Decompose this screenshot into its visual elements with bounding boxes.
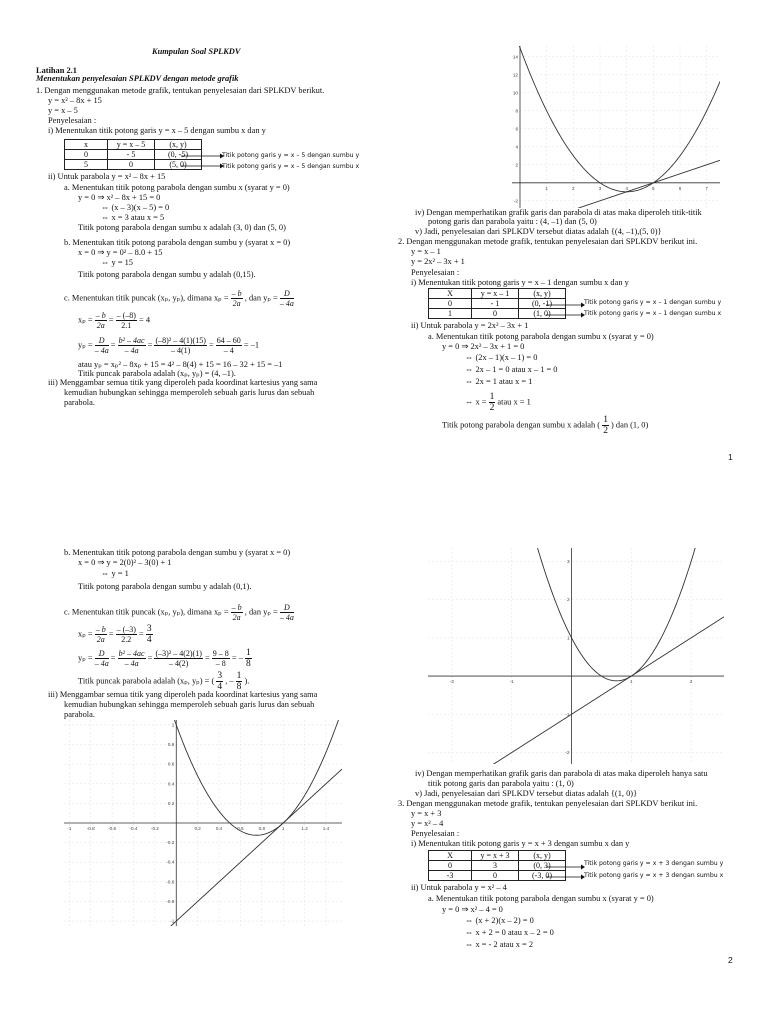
table-cell: (0, -5) <box>155 150 202 160</box>
text: = <box>204 653 210 663</box>
yp-line <box>78 336 259 355</box>
parabola-curve <box>428 548 724 681</box>
table-cell: 0 <box>108 160 155 170</box>
numerator: 1 <box>246 648 251 658</box>
denominator: – 4(2) <box>169 659 189 668</box>
math-line: ⇔ y = 1 <box>101 569 129 578</box>
x-tick-label: -0.6 <box>108 826 117 831</box>
text: yₚ = <box>78 340 93 350</box>
yp-line-2: yₚ = $\frac{D}{- 4a}$ = $\frac{\text{b² – 4ac}}{- 4a}$ = $\frac{\text{(–3)² – 4(2)(1)}}{- 4(2)}$ = $\frac{9 - 8}{- 8}$ = – $\frac{1}{8}$ <box>78 648 251 669</box>
q1-step-iii: iii) Menggambar semua titik yang diperoleh pada koordinat kartesius yang sama <box>48 378 318 387</box>
question-2: 2. Dengan menggunakan metode grafik, tentukan penyelesaian dari SPLKDV berikut ini. <box>398 237 698 246</box>
x-tick-label: 0.4 <box>215 826 223 831</box>
numerator: – b <box>95 625 106 634</box>
q1-b: b. Menentukan titik potong parabola dengan sumbu y (syarat x = 0) <box>64 238 291 247</box>
y-tick-label: -0.6 <box>166 879 175 885</box>
numerator: (–8)² – 4(1)(15) <box>155 336 206 345</box>
q3-penyelesaian: Penyelesaian : <box>411 829 460 838</box>
numerator: D <box>95 336 109 346</box>
note-1: Titik potong garis y = x – 5 dengan sumbu y <box>222 152 360 159</box>
fraction <box>280 289 294 308</box>
table-cell: 0 <box>429 861 472 871</box>
fraction <box>95 649 109 668</box>
parabola-curve <box>64 720 342 835</box>
math-line <box>442 415 648 436</box>
denominator: 4 <box>146 635 152 645</box>
fraction <box>118 649 146 668</box>
y-tick-label: -2 <box>565 750 570 756</box>
q2-step-iii: iii) Menggambar semua titik yang diperoleh pada koordinat kartesius yang sama <box>48 690 318 699</box>
numerator: 9 – 8 <box>212 649 229 658</box>
x-tick-label: 2 <box>572 185 575 191</box>
text: atau x = 1 <box>497 397 531 407</box>
fraction <box>95 311 107 330</box>
denominator: 2 <box>489 403 495 413</box>
q1-c <box>64 289 294 308</box>
text: , dan yₚ = <box>244 607 278 617</box>
arrows-2 <box>545 299 585 323</box>
text: = –1 <box>243 340 260 350</box>
denominator: 2.1 <box>121 321 132 330</box>
numerator: 64 – 60 <box>216 336 241 345</box>
numerator: – b <box>95 311 106 320</box>
y-tick-label: 12 <box>512 72 518 78</box>
q1-step-i: i) Menentukan titik potong garis y = x – 5 dengan sumbu x dan y <box>48 126 266 135</box>
fraction <box>154 336 206 355</box>
denominator: – 4a <box>124 346 139 355</box>
math-line: ⇔ 2x – 1 = 0 atau x – 1 = 0 <box>465 365 558 374</box>
x-tick-label: 1 <box>630 679 633 685</box>
q2-c <box>64 603 294 622</box>
question-3: 3. Dengan menggunakan metode grafik, tentukan penyelesaian dari SPLKDV berikut ini. <box>398 799 698 808</box>
question-1: 1. Dengan menggunakan metode grafik, tentukan penyelesaian dari SPLKDV berikut. <box>36 86 325 95</box>
table-cell: - 1 <box>472 299 519 309</box>
math-line: ⇔ 2x = 1 atau x = 1 <box>465 377 533 386</box>
numerator: b² – 4ac <box>118 649 145 658</box>
arrows-1 <box>180 150 224 174</box>
table-cell: (x, y) <box>519 289 566 299</box>
fraction <box>231 603 243 622</box>
table-cell: 1 <box>429 309 472 319</box>
doc-title: Kumpulan Soal SPLKDV <box>152 47 241 56</box>
numerator: D <box>95 649 109 659</box>
section-title: Latihan 2.1 <box>36 66 77 75</box>
math-line: ⇔ x = - 2 atau x = 2 <box>465 940 534 949</box>
q2-eq1: y = x – 1 <box>411 247 441 256</box>
x-tick-label: -2 <box>449 679 454 685</box>
denominator: 2 <box>603 426 608 436</box>
x-tick-label: 4 <box>625 185 628 191</box>
math-line: x = 0 ⇒ y = 2(0)² – 3(0) + 1 <box>78 558 172 567</box>
text: yₚ = <box>78 653 93 663</box>
q3-step-i: i) Menentukan titik potong garis y = x + 3 dengan sumbu x dan y <box>411 839 630 848</box>
fraction <box>245 648 252 669</box>
denominator: 2a <box>232 613 241 622</box>
text: = <box>108 629 114 639</box>
q2-penyelesaian: Penyelesaian : <box>411 268 460 277</box>
text: Titik potong parabola dengan sumbu x adalah ( <box>442 420 601 430</box>
numerator: D <box>280 289 294 299</box>
numerator: – b <box>231 289 242 298</box>
q3-eq1: y = x + 3 <box>411 809 442 818</box>
q1-step-ii: ii) Untuk parabola y = x² – 8x + 15 <box>48 172 166 181</box>
q2-b: b. Menentukan titik potong parabola dengan sumbu y (syarat x = 0) <box>64 548 291 557</box>
note-4: Titik potong garis y = x – 1 dengan sumbu x <box>584 310 722 317</box>
numerator: 1 <box>489 392 495 402</box>
fraction <box>212 649 230 668</box>
fraction <box>489 392 496 413</box>
fraction <box>216 671 223 692</box>
table-cell: (x, y) <box>519 851 566 861</box>
math-line: x = 0 ⇒ y = 0² – 8.0 + 15 <box>78 248 163 257</box>
parabola-curve <box>512 46 720 192</box>
math-line: y = 0 ⇒ x² – 4 = 0 <box>442 905 503 914</box>
numerator: 1 <box>603 415 608 425</box>
x-tick-label: 0.2 <box>194 826 201 831</box>
fraction <box>116 311 137 330</box>
math-line: Titik puncak parabola adalah (xₚ, yₚ) = (4, –1). <box>78 369 236 378</box>
denominator: – 4a <box>279 613 294 622</box>
x-tick-label: 1 <box>281 826 285 831</box>
xp-line-2 <box>78 624 153 645</box>
denominator: – 4(1) <box>171 346 191 355</box>
q1-eq2: y = x – 5 <box>48 106 78 115</box>
numerator: – b <box>231 603 242 612</box>
x-tick-label: -0.8 <box>86 826 95 831</box>
table-cell: 3 <box>472 861 519 871</box>
denominator: 2a <box>96 635 105 644</box>
x-tick-label: 1.4 <box>322 826 330 831</box>
denominator: 8 <box>236 682 242 692</box>
table-cell: 5 <box>65 160 108 170</box>
table-cell: -3 <box>429 871 472 881</box>
fraction <box>280 603 294 622</box>
text-line: potong garis dan parabola yaitu : (4, –1) dan (5, 0) <box>428 217 597 226</box>
x-tick-label: 6 <box>678 185 682 191</box>
table-cell: (5, 0) <box>155 160 202 170</box>
math-line: y = 0 ⇒ x² – 8x + 15 = 0 <box>78 193 161 202</box>
fraction <box>216 336 242 355</box>
x-tick-label: 1.2 <box>301 826 308 831</box>
denominator: 4 <box>217 682 223 692</box>
graph-2 <box>428 548 724 764</box>
graph-1 <box>512 46 720 208</box>
table-cell: - 5 <box>108 150 155 160</box>
table-cell: (-3, 0) <box>519 871 566 881</box>
denominator: 2a <box>232 299 241 308</box>
text-line: kemudian hubungkan sehingga memperoleh sebuah garis lurus dan sebuah <box>64 388 315 397</box>
note-3: Titik potong garis y = x – 1 dengan sumbu y <box>584 299 722 306</box>
denominator: – 4a <box>94 346 109 355</box>
text: c. Menentukan titik puncak (xₚ, yₚ), dimana xₚ = <box>64 293 229 303</box>
text: Titik puncak parabola adalah (xₚ, yₚ) = ( <box>78 676 215 686</box>
text: = <box>147 340 153 350</box>
q2-step-ii: ii) Untuk parabola y = 2x² – 3x + 1 <box>411 321 529 330</box>
text: = <box>139 629 144 639</box>
numerator: – (–3) <box>116 625 136 634</box>
denominator: – 4a <box>94 659 109 668</box>
math-line <box>465 392 531 413</box>
text: = <box>208 340 214 350</box>
denominator: 8 <box>246 659 251 669</box>
numerator: D <box>280 603 294 613</box>
fraction <box>154 649 202 668</box>
q2-step-iv: iv) Dengan memperhatikan grafik garis dan parabola di atas maka diperoleh hanya satu <box>415 769 708 778</box>
x-tick-label: 0.8 <box>258 826 266 831</box>
x-tick-label: 5 <box>652 185 655 191</box>
q3-step-ii: ii) Untuk parabola y = x² – 4 <box>411 883 507 892</box>
math-line: Titik potong parabola dengan sumbu y adalah (0,15). <box>78 270 256 279</box>
q1-penyelesaian: Penyelesaian : <box>48 116 97 125</box>
table-cell: 0 <box>472 309 519 319</box>
q3-eq2: y = x² – 4 <box>411 819 444 828</box>
text: , dan yₚ = <box>244 293 278 303</box>
text: xₚ = <box>78 629 93 639</box>
fraction <box>146 624 153 645</box>
y-tick-label: 6 <box>515 126 518 132</box>
table-cell: y = x – 1 <box>472 289 519 299</box>
page-number-1: 1 <box>728 452 733 462</box>
text-line: parabola. <box>64 398 95 407</box>
x-tick-label: 2 <box>689 679 693 685</box>
y-tick-label: 4 <box>515 144 518 150</box>
fraction <box>118 336 146 355</box>
y-tick-label: 8 <box>515 108 518 114</box>
text: = <box>108 315 114 325</box>
text: ⇔ x = <box>465 397 487 407</box>
line-curve <box>428 617 724 764</box>
math-line: ⇔ (x – 3)(x – 5) = 0 <box>101 203 170 212</box>
text: ) dan (1, 0) <box>611 420 649 430</box>
text-line: parabola. <box>64 710 95 719</box>
math-line: atau yₚ = xₚ² – 8xₚ + 15 = 4² – 8(4) + 15 = 16 – 32 + 15 = –1 <box>78 360 283 369</box>
denominator: – 4a <box>279 299 294 308</box>
x-tick-label: 3 <box>598 185 602 191</box>
fraction <box>602 415 609 436</box>
y-tick-label: -1 <box>565 711 570 717</box>
fraction <box>95 625 107 644</box>
x-tick-label: 0.6 <box>237 826 244 831</box>
table-cell: y = x – 5 <box>108 140 155 150</box>
numerator: b² – 4ac <box>118 336 145 345</box>
note-6: Titik potong garis y = x + 3 dengan sumbu x <box>584 872 724 879</box>
y-tick-label: 2 <box>515 162 518 168</box>
math-line: ⇔ x = 3 atau x = 5 <box>101 213 165 222</box>
text: c. Menentukan titik puncak (xₚ, yₚ), dimana xₚ = <box>64 607 229 617</box>
page-number-2: 2 <box>728 955 733 965</box>
text-line: kemudian hubungkan sehingga memperoleh sebuah garis lurus dan sebuah <box>64 700 315 709</box>
text: ). <box>244 676 250 686</box>
table-cell: X <box>429 851 472 861</box>
denominator: – 4 <box>223 346 234 355</box>
text: = <box>147 653 153 663</box>
numerator: – (–8) <box>116 311 136 320</box>
y-tick-label: -0.2 <box>166 840 175 846</box>
y-tick-label: 0.2 <box>167 800 175 806</box>
math-line: Titik potong parabola dengan sumbu y adalah (0,1). <box>78 582 252 591</box>
q1-a: a. Menentukan titik potong parabola dengan sumbu x (syarat y = 0) <box>64 183 290 192</box>
y-tick-label: 14 <box>512 54 518 60</box>
numerator: 3 <box>217 671 223 681</box>
y-tick-label: 0.4 <box>167 781 175 787</box>
text: = <box>110 653 116 663</box>
graph-3 <box>64 720 342 926</box>
y-tick-label: -1 <box>170 918 175 924</box>
math-line: ⇔ y = 15 <box>101 258 133 267</box>
q3-a: a. Menentukan titik potong parabola dengan sumbu x (syarat y = 0) <box>428 894 654 903</box>
x-tick-label: -0.4 <box>129 826 138 831</box>
y-tick-label: -0.8 <box>166 898 175 904</box>
numerator: 1 <box>236 671 242 681</box>
q1-step-v: v) Jadi, penyelesaian dari SPLKDV tersebut diatas adalah {(4, –1),(5, 0)} <box>415 227 662 236</box>
fraction <box>236 671 243 692</box>
line-curve <box>64 769 342 926</box>
table-cell: (0, -1) <box>519 299 566 309</box>
fraction <box>116 625 137 644</box>
xp-line <box>78 311 150 330</box>
note-2: Titik potong garis y = x – 5 dengan sumbu x <box>222 163 360 170</box>
text: xₚ = <box>78 315 93 325</box>
q2-step-i: i) Menentukan titik potong garis y = x – 1 dengan sumbu x dan y <box>411 278 629 287</box>
y-tick-label: -0.4 <box>166 859 175 865</box>
section-subtitle: Menentukan penyelesaian SPLKDV dengan metode grafik <box>36 74 239 83</box>
y-tick-label: 1 <box>566 635 570 641</box>
text: = 4 <box>139 315 151 325</box>
x-tick-label: 1 <box>545 185 548 191</box>
table-cell: (0, 3) <box>519 861 566 871</box>
fraction <box>231 289 243 308</box>
q2-step-v: v) Jadi, penyelesaian dari SPLKDV tersebut diatas adalah {(1, 0)} <box>415 789 638 798</box>
y-tick-label: 2 <box>566 597 570 603</box>
q2-eq2: y = 2x² – 3x + 1 <box>411 257 465 266</box>
y-tick-label: 0.6 <box>167 761 175 767</box>
table-cell: 0 <box>429 299 472 309</box>
math-line: Titik potong parabola dengan sumbu x adalah (3, 0) dan (5, 0) <box>78 223 286 232</box>
denominator: – 8 <box>215 659 226 668</box>
y-tick-label: 0.8 <box>167 742 175 748</box>
math-line: Titik puncak parabola adalah (xₚ, yₚ) = ( $\frac{3}{4}$ , – $\frac{1}{8}$ ). <box>78 671 250 692</box>
q2-a: a. Menentukan titik potong parabola dengan sumbu x (syarat y = 0) <box>428 332 654 341</box>
table-cell: y = x + 3 <box>472 851 519 861</box>
denominator: 2.2 <box>121 635 132 644</box>
numerator: (–3)² – 4(2)(1) <box>155 649 202 658</box>
table-cell: 0 <box>472 871 519 881</box>
y-tick-label: 10 <box>512 90 518 96</box>
text: = <box>110 340 116 350</box>
denominator: – 4a <box>124 659 139 668</box>
q1-eq1: y = x² – 8x + 15 <box>48 96 102 105</box>
q1-step-iv: iv) Dengan memperhatikan grafik garis dan parabola di atas maka diperoleh titik-titik <box>415 208 702 217</box>
table-cell: x <box>65 140 108 150</box>
math-line: y = 0 ⇒ 2x² – 3x + 1 = 0 <box>442 342 525 351</box>
math-line: ⇔ (x + 2)(x – 2) = 0 <box>465 916 534 925</box>
table-cell: 0 <box>65 150 108 160</box>
x-tick-label: -1 <box>509 679 514 685</box>
arrows-3 <box>545 861 585 885</box>
text-line: titik potong garis dan parabola yaitu : (1, 0) <box>428 779 574 788</box>
math-line: ⇔ x + 2 = 0 atau x – 2 = 0 <box>465 928 554 937</box>
denominator: 2a <box>96 321 105 330</box>
table-cell: (x, y) <box>155 140 202 150</box>
y-tick-label: 3 <box>566 558 570 564</box>
table-cell: X <box>429 289 472 299</box>
note-5: Titik potong garis y = x + 3 dengan sumbu y <box>584 860 724 867</box>
math-line: ⇔ (2x – 1)(x – 1) = 0 <box>465 353 538 362</box>
fraction <box>95 336 109 355</box>
y-tick-label: 1 <box>171 722 175 728</box>
x-tick-label: -1 <box>67 826 72 831</box>
x-tick-label: 7 <box>705 185 708 191</box>
numerator: 3 <box>146 624 152 634</box>
x-tick-label: -0.2 <box>150 826 159 831</box>
table-cell: (1, 0) <box>519 309 566 319</box>
y-tick-label: -2 <box>513 198 518 204</box>
